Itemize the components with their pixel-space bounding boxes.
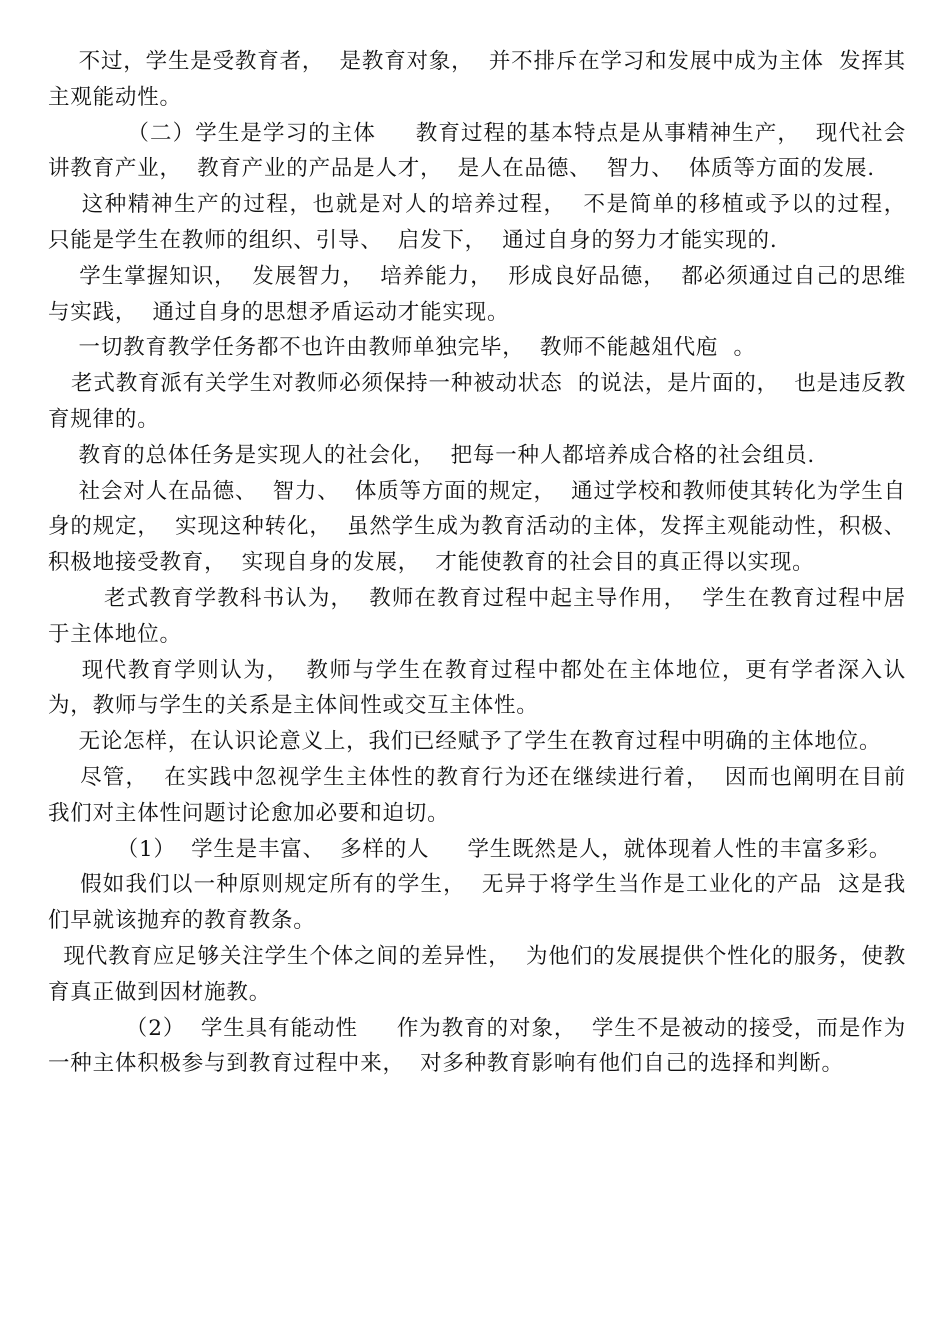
paragraph: 尽管， 在实践中忽视学生主体性的教育行为还在继续进行着， 因而也阐明在目前我们对主体性问题讨论愈加必要和迫切。 — [48, 764, 906, 826]
paragraph: 老式教育派有关学生对教师必须保持一种被动状态 的说法，是片面的， 也是违反教育规律的。 — [48, 371, 906, 432]
paragraph: 不过，学生是受教育者， 是教育对象， 并不排斥在学习和发展中成为主体 发挥其主观能动性。 — [48, 49, 906, 110]
paragraph: 教育的总体任务是实现人的社会化， 把每一种人都培养成合格的社会组员. — [48, 442, 816, 468]
paragraph: 假如我们以一种原则规定所有的学生， 无异于将学生当作是工业化的产品 这是我们早就该抛弃的教育教条。 — [48, 872, 906, 934]
paragraph: 现代教育应足够关注学生个体之间的差异性， 为他们的发展提供个性化的服务，使教育真正做到因材施教。 — [48, 943, 906, 1005]
paragraph: （2） 学生具有能动性 作为教育的对象， 学生不是被动的接受，而是作为一种主体积极参与到教育过程中来， 对多种教育影响有他们自己的选择和判断。 — [48, 1015, 906, 1077]
paragraph: 这种精神生产的过程，也就是对人的培养过程， 不是简单的移植或予以的过程， 只能是学生在教师的组织、引导、 启发下， 通过自身的努力才能实现的. — [48, 192, 922, 253]
document-page — [48, 44, 922, 1082]
paragraph: 社会对人在品德、 智力、 体质等方面的规定， 通过学校和教师使其转化为学生自身的规定， 实现这种转化， 虽然学生成为教育活动的主体，发挥主观能动性，积极、 积极地接受教育， 实现自身的发展， 才能使教育的社会目的真正得以实现。 — [48, 478, 922, 576]
paragraph: （1） 学生是丰富、 多样的人 学生既然是人，就体现着人性的丰富多彩。 — [48, 836, 892, 862]
paragraph: 老式教育学教科书认为， 教师在教育过程中起主导作用， 学生在教育过程中居于主体地位。 — [48, 585, 906, 647]
paragraph: 一切教育教学任务都不也许由教师单独完毕， 教师不能越俎代庖 。 — [48, 335, 756, 361]
paragraph: 现代教育学则认为， 教师与学生在教育过程中都处在主体地位，更有学者深入认为，教师与学生的关系是主体间性或交互主体性。 — [48, 657, 906, 719]
paragraph: 无论怎样，在认识论意义上，我们已经赋予了学生在教育过程中明确的主体地位。 — [48, 729, 882, 755]
paragraph: （二）学生是学习的主体 教育过程的基本特点是从事精神生产， 现代社会讲教育产业， 教育产业的产品是人才， 是人在品德、 智力、 体质等方面的发展. — [48, 120, 906, 182]
paragraph: 学生掌握知识， 发展智力， 培养能力， 形成良好品德， 都必须通过自己的思维与实践， 通过自身的思想矛盾运动才能实现。 — [48, 263, 906, 325]
